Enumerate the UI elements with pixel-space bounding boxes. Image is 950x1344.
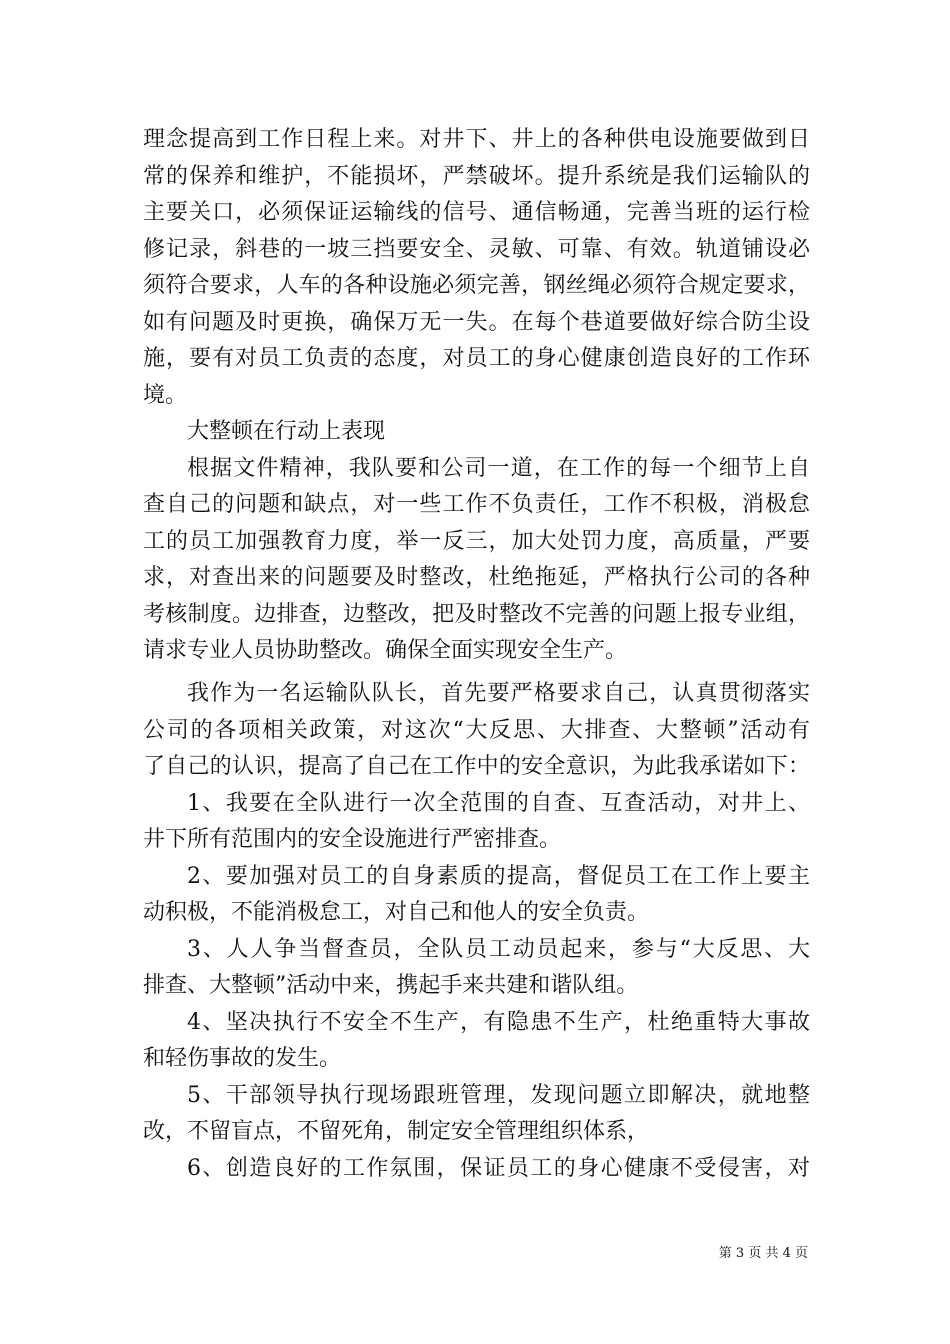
text-line: 主要关口，必须保证运输线的信号、通信畅通，完善当班的运行检 <box>143 200 810 225</box>
list-item <box>143 859 810 932</box>
paragraph-continuation <box>143 122 810 414</box>
text-line: 3、人人争当督查员，全队员工动员起来，参与“大反思、大 <box>187 936 810 962</box>
text-line: 查自己的问题和缺点，对一些工作不负责任，工作不积极，消极怠 <box>143 492 810 517</box>
paragraph <box>143 451 810 670</box>
text-line: 我作为一名运输队队长，首先要严格要求自己，认真贯彻落实 <box>187 681 810 706</box>
text-line: 4、坚决执行不安全不生产，有隐患不生产，杜绝重特大事故 <box>187 1009 810 1035</box>
text-line: 理念提高到工作日程上来。对井下、井上的各种供电设施要做到日 <box>143 127 810 152</box>
list-item <box>143 1078 810 1151</box>
text-line: 排查、大整顿”活动中来，携起手来共建和谐队组。 <box>143 973 639 998</box>
text-line: 施，要有对员工负责的态度，对员工的身心健康创造良好的工作环 <box>143 346 810 371</box>
text-line: 公司的各项相关政策，对这次“大反思、大排查、大整顿”活动有 <box>143 717 810 743</box>
text-line: 考核制度。边排查，边整改，把及时整改不完善的问题上报专业组， <box>143 601 810 627</box>
text-line: 了自己的认识，提高了自己在工作中的安全意识，为此我承诺如下： <box>143 754 810 779</box>
text-line: 2、要加强对员工的自身素质的提高，督促员工在工作上要主 <box>187 863 810 889</box>
list-item <box>143 1151 810 1188</box>
document-body <box>143 122 810 1187</box>
text-line: 和轻伤事故的发生。 <box>143 1046 342 1071</box>
section-heading <box>143 414 810 451</box>
text-line: 修记录，斜巷的一坡三挡要安全、灵敏、可靠、有效。轨道铺设必 <box>143 236 810 262</box>
text-line: 请求专业人员协助整改。确保全面实现安全生产。 <box>143 638 628 663</box>
paragraph <box>143 676 810 786</box>
list-item <box>143 786 810 859</box>
text-line: 求，对查出来的问题要及时整改，杜绝拖延，严格执行公司的各种 <box>143 565 810 590</box>
page-number-footer: 第 3 页 共 4 页 <box>718 1246 808 1261</box>
list-item <box>143 1005 810 1078</box>
text-line: 境。 <box>143 382 188 408</box>
text-line: 动积极，不能消极怠工，对自己和他人的安全负责。 <box>143 900 650 925</box>
section-heading-text: 大整顿在行动上表现 <box>187 419 386 444</box>
text-line: 常的保养和维护，不能损坏，严禁破坏。提升系统是我们运输队的 <box>143 163 810 189</box>
text-line: 如有问题及时更换，确保万无一失。在每个巷道要做好综合防尘设 <box>143 309 810 335</box>
text-line: 6、创造良好的工作氛围，保证员工的身心健康不受侵害，对 <box>187 1155 810 1181</box>
text-line: 1、我要在全队进行一次全范围的自查、互查活动，对井上、 <box>187 790 810 816</box>
list-item <box>143 932 810 1005</box>
text-line: 工的员工加强教育力度，举一反三，加大处罚力度，高质量，严要 <box>143 528 810 554</box>
text-line: 改，不留盲点，不留死角，制定安全管理组织体系， <box>143 1119 650 1144</box>
text-line: 须符合要求，人车的各种设施必须完善，钢丝绳必须符合规定要求， <box>143 273 810 298</box>
text-line: 井下所有范围内的安全设施进行严密排查。 <box>143 827 562 852</box>
text-line: 5、干部领导执行现场跟班管理，发现问题立即解决，就地整 <box>187 1082 810 1108</box>
text-line: 根据文件精神，我队要和公司一道，在工作的每一个细节上自 <box>187 455 810 481</box>
